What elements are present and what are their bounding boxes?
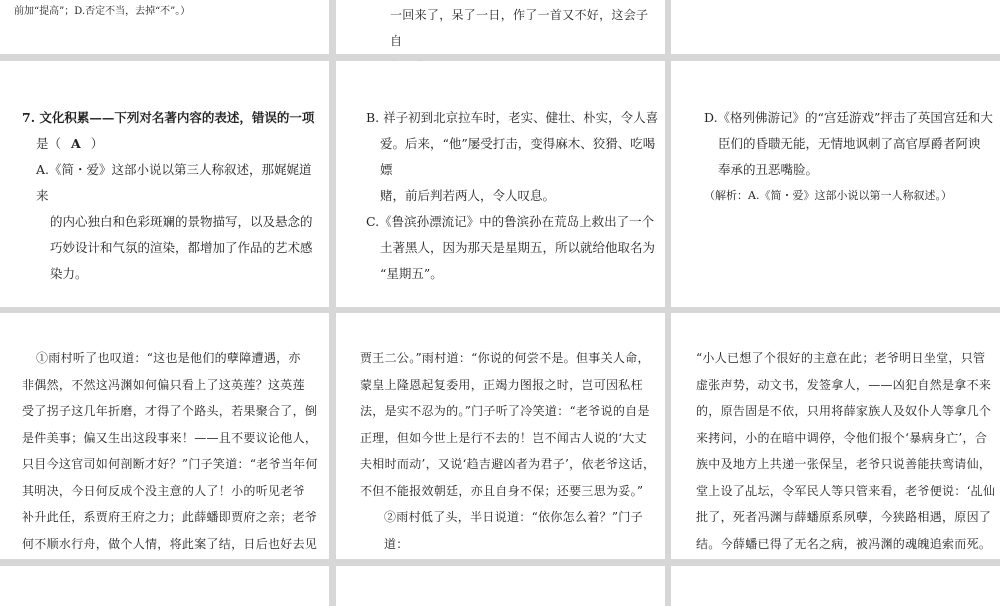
option-a-line: 的内心独白和色彩斑斓的景物描写，以及悬念的 [50, 214, 313, 229]
stem-suffix: ） [90, 136, 104, 151]
passage-middle-block [360, 345, 660, 557]
passage-line: 补升此任，系贾府王府之力；此薛蟠即贾府之亲；老爷 [22, 510, 318, 524]
card-bottom-middle [336, 566, 665, 606]
analysis-note: （解析：A.《简・爱》这部小说以第一人称叙述。） [704, 189, 952, 202]
answer-note [14, 4, 324, 20]
card-passage-right [671, 313, 1000, 559]
card-passage-middle [336, 313, 665, 559]
question-stem-text: 7. 文化积累——下列对名著内容的表述，错误的一项 [22, 110, 315, 125]
question-stem-line2 [22, 131, 322, 157]
passage-line: 虚张声势，动文书，发签拿人，——凶犯自然是拿不来 [696, 377, 992, 392]
passage-line: 只目今这官司如何剖断才好？”门子笑道：“老爷当年何 [22, 457, 318, 471]
option-b-line: 爱。后来，“他”屡受打击，变得麻木、狡猾、吃喝嫖 [380, 136, 656, 177]
passage-line: 结。今薛蟠已得了无名之病，被冯渊的魂魄追索而死。 [696, 536, 992, 551]
card-question-7 [0, 61, 329, 307]
question-7-block [22, 105, 322, 287]
option-d-line: 臣们的昏聩无能，无情地讽刺了高官厚爵者阿谀 [718, 136, 981, 151]
card-top-middle [336, 0, 665, 54]
passage-line: 蒙皇上隆恩起复委用，正竭力图报之时，岂可因私枉 [360, 377, 643, 392]
option-c-line: C.《鲁滨孙漂流记》中的鲁滨孙在荒岛上救出了一个 [366, 214, 655, 229]
passage-line: 受了拐子这几年折磨，才得了个路头，若果聚合了，倒 [22, 404, 318, 418]
passage-line: “小人已想了个很好的主意在此；老爷明日坐堂，只管 [696, 351, 986, 365]
card-passage-left [0, 313, 329, 559]
card-top-right [671, 0, 1000, 54]
card-option-d [671, 61, 1000, 307]
passage-line: 法，是实不忍为的。”门子听了冷笑道：“老爷说的自是 [360, 404, 650, 418]
card-top-left [0, 0, 329, 54]
passage-line: 非偶然，不然这冯渊如何偏只看上了这英莲？这英莲 [22, 377, 305, 392]
stem-prefix: 是（ [36, 136, 62, 151]
passage-line: 夫相时而动’，又说‘趋吉避凶者为君子’，依老爷这话， [360, 457, 656, 471]
passage-line: 堂上设了乩坛，令军民人等只管来看，老爷便说：‘乩仙 [696, 483, 996, 498]
passage-left-block [22, 345, 322, 557]
passage-line: 贾王二公。”雨村道：“你说的何尝不是。但事关人命， [360, 351, 650, 365]
passage-line: ②雨村低了头，半日说道：“依你怎么着？”门子道： [384, 510, 643, 551]
option-a-line: 巧妙设计和气氛的渲染，都增加了作品的艺术感 [50, 240, 313, 255]
text-line: 一回来了，呆了一日，作了一首又不好，这会子自 [390, 8, 649, 48]
passage-line: 来拷问，小的在暗中调停，令他们报个‘暴病身亡’，合 [696, 430, 988, 445]
card-options-bc [336, 61, 665, 307]
option-c-line: 土著黑人，因为那天是星期五，所以就给他取名为 [380, 240, 656, 255]
card-bottom-left [0, 566, 329, 606]
option-d-block [704, 105, 996, 209]
option-b-line: 赌，前后判若两人，令人叹息。 [380, 188, 556, 203]
card-bottom-right [671, 566, 1000, 606]
passage-line: 族中及地方上共递一张保呈，老爷只说善能扶鸾请仙， [696, 457, 992, 471]
passage-line: 何不顺水行舟，做个人情，将此案了结，日后也好去见 [22, 536, 318, 551]
note-line: 前加“提高”；D.否定不当，去掉“不”。） [14, 6, 191, 17]
passage-line: 的，原告固是不依，只用将薛家族人及奴仆人等拿几个 [696, 404, 992, 418]
question-stem [22, 105, 322, 131]
option-a-line: 染力。 [50, 266, 88, 281]
passage-line: 不但不能报效朝廷，亦且自身不保；还要三思为妥。” [360, 483, 644, 498]
option-d-line: D.《格列佛游记》的“宫廷游戏”抨击了英国宫廷和大 [704, 110, 993, 125]
passage-line: ①雨村听了也叹道：“这也是他们的孽障遭遇，亦 [36, 351, 301, 365]
answer-letter: A [71, 136, 81, 151]
options-bc-block [366, 105, 661, 287]
passage-line: 正理，但如今世上是行不去的！岂不闻古人说的‘大丈 [360, 430, 648, 445]
option-b-line: B. 祥子初到北京拉车时，老实、健壮、朴实，令人喜 [366, 110, 659, 125]
option-d-line: 奉承的丑恶嘴脸。 [718, 162, 819, 177]
passage-line: 批了，死者冯渊与薛蟠原系夙孽，今狭路相遇，原因了 [696, 510, 992, 524]
option-a-line: A.《简・爱》这部小说以第三人称叙述，那娓娓道来 [36, 162, 312, 203]
passage-line: 是件美事；偏又生出这段事来！——且不要议论他人， [22, 430, 318, 445]
passage-right-block [696, 345, 996, 557]
passage-line: 其明决，今日何反成个没主意的人了！小的听见老爷 [22, 483, 305, 498]
option-c-line: “星期五”。 [380, 266, 443, 281]
